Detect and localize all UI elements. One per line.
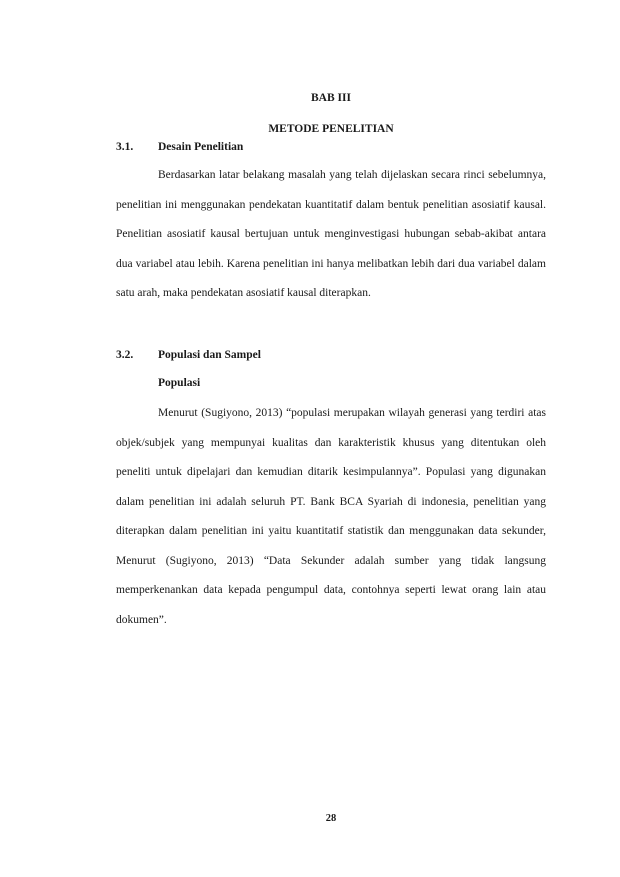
page-number: 28 <box>325 813 337 824</box>
section-number: 3.1. <box>116 141 134 153</box>
paragraph-desain-penelitian: Berdasarkan latar belakang masalah yang telah dijelaskan secara rinci sebelumnya, penelitian ini menggunakan pendekatan kuantitatif dalam bentuk penelitian asosiatif kausal. Penelitian asosiatif kausal bertujuan untuk menginvestigasi hubungan sebab-akibat antara dua variabel atau lebih. Karena penelitian ini hanya melibatkan lebih dari dua variabel dalam satu arah, maka pendekatan asosiatif kausal diterapkan. <box>116 169 546 299</box>
section-number: 3.2. <box>116 349 134 361</box>
section-title: Populasi dan Sampel <box>158 349 261 361</box>
section-heading-populasi-sampel <box>116 347 261 363</box>
subheading-populasi: Populasi <box>158 377 201 389</box>
paragraph-populasi: Menurut (Sugiyono, 2013) “populasi merupakan wilayah generasi yang terdiri atas objek/subjek yang mempunyai kualitas dan karakteristik khusus yang ditentukan oleh peneliti untuk dipelajari dan kemudian ditarik kesimpulannya”. Populasi yang digunakan dalam penelitian ini adalah seluruh PT. Bank BCA Syariah di indonesia, penelitian yang diterapkan dalam penelitian ini yaitu kuantitatif statistik dan menggunakan data sekunder, Menurut (Sugiyono, 2013) “Data Sekunder adalah sumber yang tidak langsung memperkenankan data kepada pengumpul data, contohnya seperti lewat orang lain atau dokumen”. <box>116 407 546 626</box>
section-title: Desain Penelitian <box>158 141 244 153</box>
section-heading-desain <box>116 139 243 155</box>
chapter-label: BAB III <box>311 92 351 104</box>
chapter-title: METODE PENELITIAN <box>268 123 394 135</box>
